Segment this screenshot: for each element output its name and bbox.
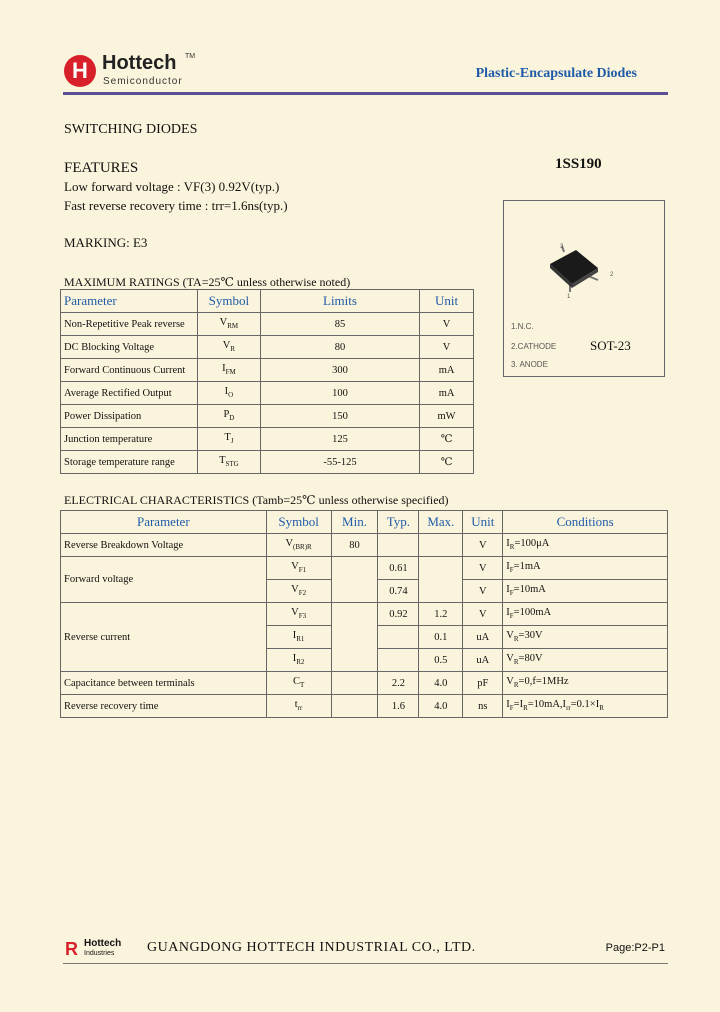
- cond-sub: F: [509, 589, 514, 598]
- header-cell: Unit: [420, 290, 474, 313]
- footer-company-name: GUANGDONG HOTTECH INDUSTRIAL CO., LTD.: [147, 940, 476, 955]
- param-cell: Capacitance between terminals: [61, 672, 267, 695]
- param-cell: Forward voltage: [61, 557, 267, 603]
- symbol-cell: [266, 557, 331, 580]
- symbol-cell: [197, 428, 260, 451]
- limit-cell: 100: [260, 382, 419, 405]
- unit-cell: pF: [463, 672, 503, 695]
- pin-3-label: 3. ANODE: [511, 360, 548, 369]
- page-number: Page:P2-P1: [605, 942, 665, 954]
- table-row: [61, 382, 474, 405]
- cond-text: I: [506, 607, 510, 619]
- table-row: [61, 557, 668, 580]
- symbol-text: I: [292, 653, 297, 665]
- symbol-cell: [266, 695, 331, 718]
- pin-1-number: 1: [567, 294, 571, 300]
- min-cell: [331, 695, 378, 718]
- symbol-sub: F2: [298, 589, 307, 598]
- max-cell: 1.2: [419, 603, 463, 626]
- cond-text: I: [506, 538, 510, 550]
- limit-cell: 125: [260, 428, 419, 451]
- max-ratings-table: [60, 289, 474, 474]
- cond-sub: R: [523, 704, 528, 713]
- max-cell: [419, 534, 463, 557]
- symbol-text: V: [222, 340, 231, 352]
- param-cell: Reverse recovery time: [61, 695, 267, 718]
- condition-cell: [503, 580, 668, 603]
- max-ratings-title: MAXIMUM RATINGS (TA=25℃ unless otherwise noted): [64, 275, 351, 289]
- cond-sub: R: [513, 635, 519, 644]
- max-cell: 0.5: [419, 649, 463, 672]
- max-cell: 0.1: [419, 626, 463, 649]
- max-ratings-header-row: [61, 290, 474, 313]
- header-cell: Min.: [331, 511, 378, 534]
- table-row: [61, 603, 668, 626]
- param-cell: Reverse Breakdown Voltage: [61, 534, 267, 557]
- unit-cell: V: [420, 336, 474, 359]
- unit-cell: V: [463, 557, 503, 580]
- cond-rest: =I: [513, 699, 524, 711]
- symbol-sub: RM: [227, 322, 239, 331]
- unit-cell: V: [463, 534, 503, 557]
- symbol-text: V: [291, 584, 299, 596]
- symbol-text: P: [223, 409, 230, 421]
- unit-cell: ns: [463, 695, 503, 718]
- table-row: [61, 672, 668, 695]
- typ-cell: 2.2: [378, 672, 419, 695]
- symbol-sub: D: [229, 414, 235, 423]
- limit-cell: 150: [260, 405, 419, 428]
- symbol-text: I: [292, 630, 297, 642]
- cond-sub: R: [513, 681, 519, 690]
- min-cell: [331, 672, 378, 695]
- table-row: [61, 695, 668, 718]
- symbol-text: t: [294, 699, 298, 711]
- symbol-text: C: [292, 676, 300, 688]
- electrical-table: [60, 510, 668, 718]
- footer-divider: [63, 963, 668, 964]
- symbol-cell: [197, 313, 260, 336]
- device-type: SWITCHING DIODES: [64, 122, 198, 137]
- typ-cell: 1.6: [378, 695, 419, 718]
- document-category: Plastic-Encapsulate Diodes: [475, 66, 637, 81]
- sot23-package-icon: [540, 240, 620, 300]
- symbol-sub: R1: [296, 635, 305, 644]
- cond-sub: R: [509, 543, 515, 552]
- param-cell: DC Blocking Voltage: [61, 336, 198, 359]
- param-cell: Storage temperature range: [61, 451, 198, 474]
- cond-text: I: [506, 561, 510, 573]
- unit-cell: uA: [463, 626, 503, 649]
- trademark-symbol: TM: [185, 53, 196, 60]
- condition-cell: [503, 603, 668, 626]
- header-cell: Typ.: [378, 511, 419, 534]
- cond-text: I: [506, 584, 510, 596]
- table-row: [61, 428, 474, 451]
- cond-rest: =1mA: [513, 561, 541, 573]
- symbol-text: V: [285, 538, 294, 550]
- limit-cell: -55-125: [260, 451, 419, 474]
- pin-2-number: 2: [610, 272, 614, 278]
- cond-rest: =80V: [518, 653, 543, 665]
- symbol-cell: [197, 359, 260, 382]
- min-cell: 80: [331, 534, 378, 557]
- limit-cell: 85: [260, 313, 419, 336]
- symbol-cell: [197, 405, 260, 428]
- header-cell: Unit: [463, 511, 503, 534]
- symbol-cell: [266, 534, 331, 557]
- company-logo-icon: H: [64, 55, 96, 87]
- footer-logo-icon: R: [65, 939, 78, 959]
- condition-cell: [503, 534, 668, 557]
- condition-cell: [503, 672, 668, 695]
- condition-cell: [503, 695, 668, 718]
- header-cell: Parameter: [61, 290, 198, 313]
- param-cell: Non-Repetitive Peak reverse: [61, 313, 198, 336]
- cond-rest: =30V: [518, 630, 543, 642]
- limit-cell: 300: [260, 359, 419, 382]
- max-cell: 4.0: [419, 672, 463, 695]
- pin-1-label: 1.N.C.: [511, 322, 534, 331]
- symbol-text: V: [291, 607, 299, 619]
- max-cell: 4.0: [419, 695, 463, 718]
- header-cell: Parameter: [61, 511, 267, 534]
- cond-text: V: [506, 630, 514, 642]
- feature-forward-voltage: Low forward voltage : VF(3) 0.92V(typ.): [64, 179, 280, 194]
- limit-cell: 80: [260, 336, 419, 359]
- company-logo-subtitle: Semiconductor: [103, 76, 183, 87]
- symbol-cell: [266, 626, 331, 649]
- footer-logo-name: Hottech: [84, 938, 122, 949]
- cond-text: V: [506, 653, 514, 665]
- unit-cell: mA: [420, 382, 474, 405]
- cond-text: I: [506, 699, 510, 711]
- part-number: 1SS190: [555, 156, 602, 172]
- symbol-text: I: [222, 363, 226, 375]
- unit-cell: ℃: [420, 451, 474, 474]
- typ-cell: 0.74: [378, 580, 419, 603]
- symbol-sub: STG: [225, 460, 239, 469]
- min-cell: [331, 557, 378, 603]
- table-row: [61, 313, 474, 336]
- header-cell: Limits: [260, 290, 419, 313]
- param-cell: Junction temperature: [61, 428, 198, 451]
- header-divider: [63, 92, 668, 95]
- cond-sub: F: [509, 566, 514, 575]
- cond-rest: =10mA: [513, 584, 546, 596]
- symbol-text: T: [224, 432, 231, 444]
- cond-rest: =100mA: [513, 607, 552, 619]
- symbol-cell: [266, 580, 331, 603]
- feature-recovery-time: Fast reverse recovery time : trr=1.6ns(typ.): [64, 198, 288, 213]
- cond-text: V: [506, 676, 514, 688]
- cond-sub: F: [509, 704, 514, 713]
- cond-rest: =10mA,I: [527, 699, 567, 711]
- symbol-cell: [266, 649, 331, 672]
- typ-cell: [378, 649, 419, 672]
- pin-3-number: 3: [560, 244, 564, 250]
- header-cell: Symbol: [266, 511, 331, 534]
- max-cell: [419, 557, 463, 603]
- typ-cell: 0.61: [378, 557, 419, 580]
- condition-cell: [503, 626, 668, 649]
- symbol-cell: [266, 672, 331, 695]
- package-name: SOT-23: [590, 338, 631, 353]
- param-cell: Forward Continuous Current: [61, 359, 198, 382]
- electrical-title: ELECTRICAL CHARACTERISTICS (Tamb=25℃ unless otherwise specified): [64, 493, 449, 507]
- symbol-sub: O: [228, 391, 234, 400]
- cond-sub: R: [599, 704, 604, 713]
- symbol-sub: F1: [298, 566, 307, 575]
- cond-rest: =0,f=1MHz: [518, 676, 569, 688]
- table-row: [61, 534, 668, 557]
- symbol-cell: [197, 382, 260, 405]
- symbol-text: V: [291, 561, 299, 573]
- symbol-cell: [197, 451, 260, 474]
- unit-cell: V: [420, 313, 474, 336]
- table-row: [61, 405, 474, 428]
- header-cell: Conditions: [503, 511, 668, 534]
- company-logo-name: Hottech: [102, 52, 177, 74]
- symbol-sub: (BR)R: [293, 543, 312, 552]
- param-cell: Power Dissipation: [61, 405, 198, 428]
- electrical-header-row: [61, 511, 668, 534]
- symbol-cell: [266, 603, 331, 626]
- symbol-text: I: [224, 386, 229, 398]
- symbol-sub: R: [230, 345, 236, 354]
- table-row: [61, 336, 474, 359]
- symbol-sub: R2: [296, 658, 305, 667]
- features-heading: FEATURES: [64, 160, 139, 176]
- marking-code: MARKING: E3: [64, 235, 148, 250]
- param-cell: Reverse current: [61, 603, 267, 672]
- unit-cell: ℃: [420, 428, 474, 451]
- cond-rest: =100μA: [514, 538, 550, 550]
- symbol-sub: J: [230, 437, 234, 446]
- param-cell: Average Rectified Output: [61, 382, 198, 405]
- cond-sub: R: [513, 658, 519, 667]
- condition-cell: [503, 557, 668, 580]
- symbol-sub: FM: [225, 368, 236, 377]
- unit-cell: mW: [420, 405, 474, 428]
- unit-cell: V: [463, 580, 503, 603]
- condition-cell: [503, 649, 668, 672]
- header-cell: Symbol: [197, 290, 260, 313]
- symbol-text: T: [219, 455, 226, 467]
- typ-cell: [378, 626, 419, 649]
- symbol-sub: F3: [298, 612, 307, 621]
- typ-cell: [378, 534, 419, 557]
- symbol-sub: rr: [297, 704, 303, 713]
- footer-logo-subtitle: Industries: [84, 950, 115, 957]
- unit-cell: uA: [463, 649, 503, 672]
- table-row: [61, 451, 474, 474]
- symbol-text: V: [219, 317, 228, 329]
- unit-cell: V: [463, 603, 503, 626]
- unit-cell: mA: [420, 359, 474, 382]
- typ-cell: 0.92: [378, 603, 419, 626]
- symbol-sub: T: [299, 681, 305, 690]
- min-cell: [331, 603, 378, 672]
- pin-2-label: 2.CATHODE: [511, 342, 557, 351]
- header-cell: Max.: [419, 511, 463, 534]
- cond-sub: F: [509, 612, 514, 621]
- table-row: [61, 359, 474, 382]
- symbol-cell: [197, 336, 260, 359]
- cond-rest: =0.1×I: [570, 699, 600, 711]
- cond-sub: rr: [566, 704, 571, 713]
